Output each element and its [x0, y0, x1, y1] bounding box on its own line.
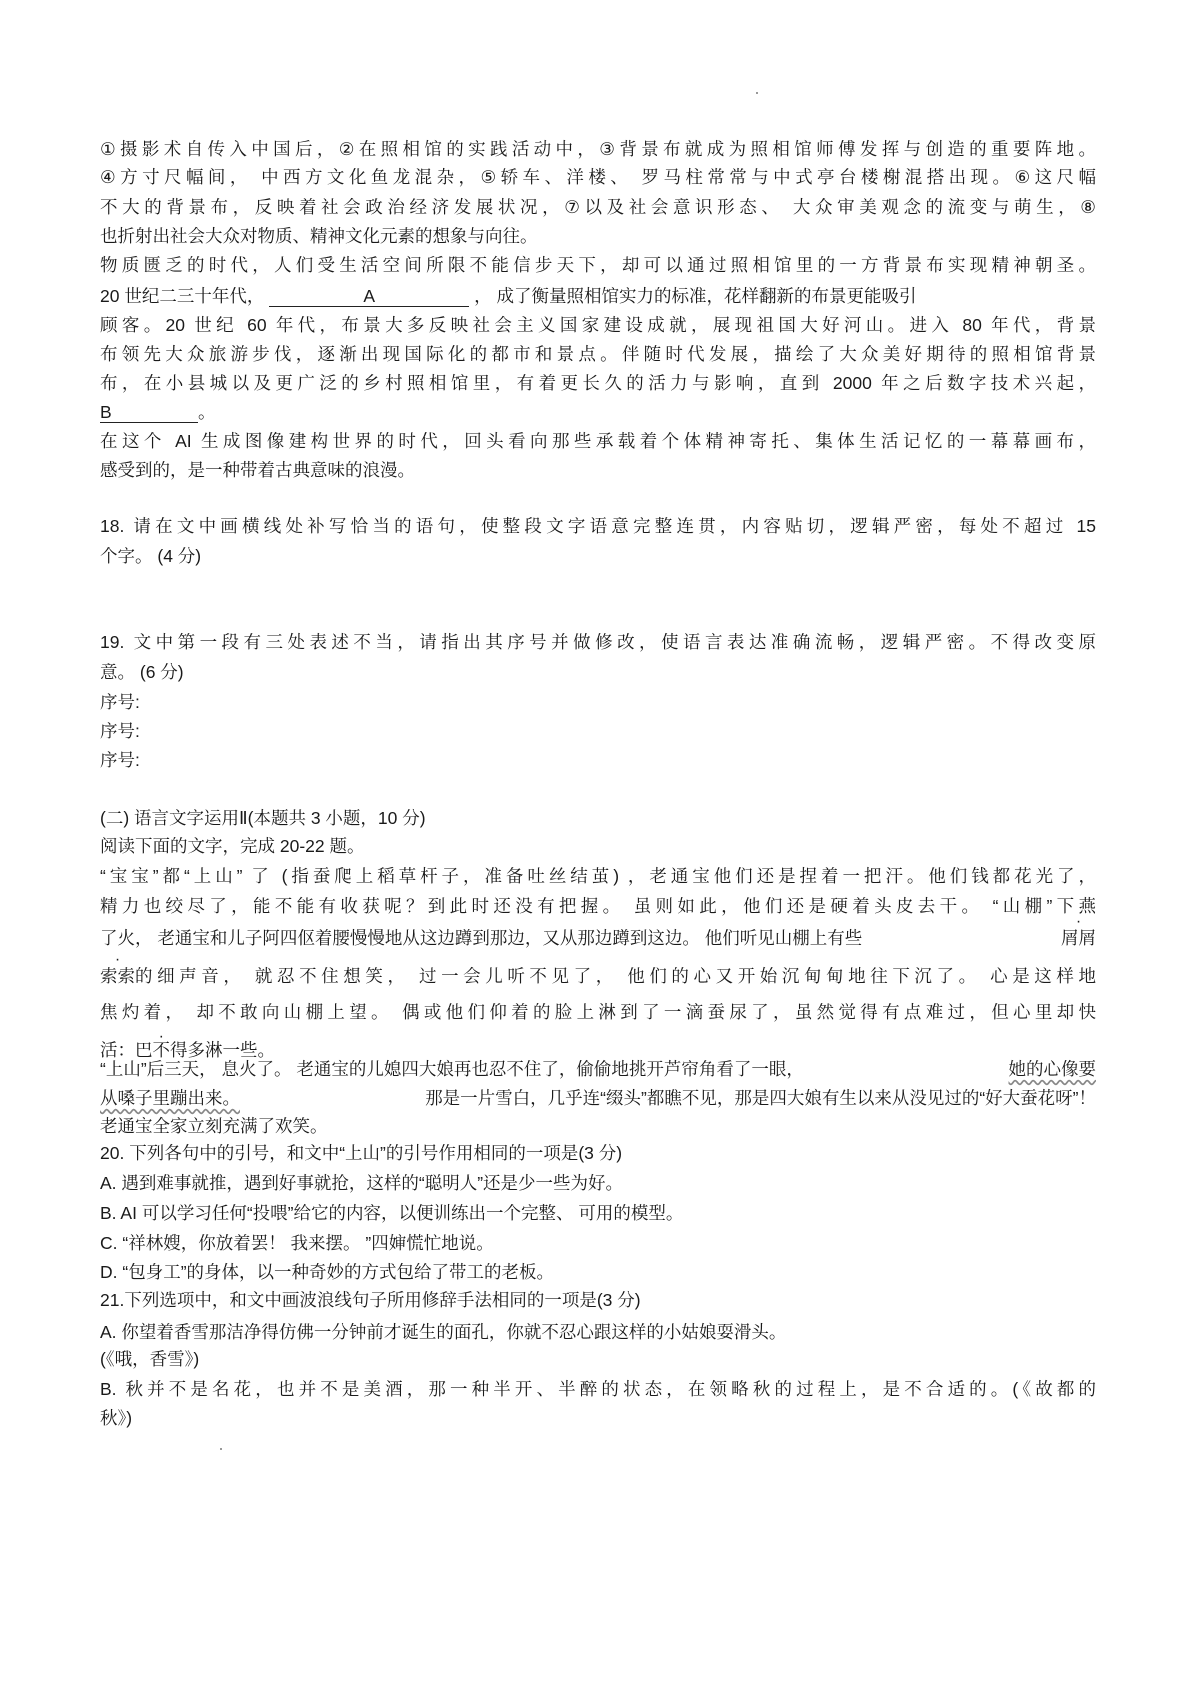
question-stem: 18. 请在文中画横线处补写恰当的语句，使整段文字语意完整连贯，内容贴切，逻辑严密，每处不超过 15: [100, 516, 1096, 536]
text-line: 老通宝全家立刻充满了欢笑。: [100, 1116, 328, 1136]
option-b-source: 秋》): [100, 1408, 133, 1428]
text: 活：: [100, 1040, 135, 1060]
question-stem: 意。 (6 分): [100, 662, 184, 682]
wavy-underlined-sentence: 她的心像要: [1008, 1059, 1096, 1079]
instruction: 阅读下面的文字，完成 20-22 题。: [100, 836, 365, 856]
text: “上山”后三天， 息火了。 老通宝的儿媳四大娘再也忍不住了，偷偷地挑开芦帘角看了一眼，: [100, 1059, 804, 1079]
answer-label: 序号:: [100, 750, 140, 770]
option-d: D. “包身工”的身体，以一种奇妙的方式包给了带工的老板。: [100, 1262, 555, 1282]
section-title: (二) 语言文字运用Ⅱ(本题共 3 小题，10 分): [100, 808, 426, 828]
text-line: 精力也绞尽了，能不能有收获呢？到此时还没有把握。 虽则如此，他们还是硬着头皮去干。 “山棚”下燕: [100, 896, 1096, 916]
text-line: 物质匮乏的时代，人们受生活空间所限不能信步天下，却可以通过照相馆里的一方背景布实现精神朝圣。: [100, 255, 1096, 275]
option-a: A. 遇到难事就推，遇到好事就抢，这样的“聪明人”还是少一些为好。: [100, 1173, 624, 1193]
option-a-source: (《哦，香雪》): [100, 1349, 200, 1369]
option-b: B. AI 可以学习任何“投喂”给它的内容，以便训练出一个完整、 可用的模型。: [100, 1203, 684, 1223]
text-line: [100, 399, 1096, 425]
text: 了火， 老通宝和儿子阿四伛着腰慢慢地从这边蹲到那边，又从那边蹲到这边。 他们听见山棚上有些: [100, 928, 863, 948]
text-line: 在这个 AI 生成图像建构世界的时代，回头看向那些承载着个体精神寄托、集体生活记忆的一幕幕画布，: [100, 431, 1096, 451]
scan-speck: [220, 1448, 222, 1450]
text: 20 世纪二三十年代，: [100, 286, 265, 306]
blank-b: B: [100, 402, 198, 423]
text-line: 顾客。20 世纪 60 年代，布景大多反映社会主义国家建设成就，展现祖国大好河山。进入 80 年代，背景: [100, 315, 1096, 335]
option-b: B. 秋并不是名花，也并不是美酒，那一种半开、半醉的状态，在领略秋的过程上，是不合适的。(《故都的: [100, 1379, 1096, 1399]
text-line: ④方寸尺幅间， 中西方文化鱼龙混杂，⑤轿车、洋楼、 罗马柱常常与中式亭台楼榭混搭出现。⑥这尺幅: [100, 167, 1096, 187]
text-line: [100, 925, 1096, 951]
question-stem: 个字。 (4 分): [100, 546, 202, 566]
text-line: [100, 1085, 1096, 1111]
answer-label: 序号:: [100, 721, 140, 741]
answer-label: 序号:: [100, 692, 140, 712]
text-line: “宝宝”都“上山” 了 (指蚕爬上稻草杆子，准备吐丝结茧) ，老通宝他们还是捏着一把汗。他们钱都花光了，: [100, 866, 1096, 886]
text: ， 成了衡量照相馆实力的标准，花样翻新的布景更能吸引: [474, 286, 917, 306]
text-line: [100, 1056, 1096, 1082]
scan-speck: [756, 92, 758, 94]
wavy-underlined-sentence: 从嗓子里蹦出来。: [100, 1088, 240, 1108]
text: 。: [198, 402, 216, 422]
text-line: 不大的背景布，反映着社会政治经济发展状况，⑦以及社会意识形态、 大众审美观念的流变与萌生，⑧: [100, 197, 1096, 217]
blank-a: A: [269, 286, 469, 307]
question-stem: 20. 下列各句中的引号，和文中“上山”的引号作用相同的一项是(3 分): [100, 1143, 623, 1163]
text: 多淋一些。: [187, 1040, 275, 1060]
text-line: 布，在小县城以及更广泛的乡村照相馆里，有着更长久的活力与影响，直到 2000 年之后数字技术兴起，: [100, 373, 1096, 393]
text-line: 焦灼着， 却不敢向山棚上望。 偶或他们仰着的脸上淋到了一滴蚕尿了，虽然觉得有点难过，但心里却快: [100, 1002, 1096, 1022]
emphasized-text: 巴不得: [135, 1040, 188, 1060]
text-line: ①摄影术自传入中国后，②在照相馆的实践活动中，③背景布就成为照相馆师傅发挥与创造的重要阵地。: [100, 139, 1096, 159]
option-c: C. “祥林嫂，你放着罢！ 我来摆。 ”四婶慌忙地说。: [100, 1233, 494, 1253]
question-stem: 19. 文中第一段有三处表述不当，请指出其序号并做修改，使语言表达准确流畅，逻辑严密。不得改变原: [100, 632, 1096, 652]
text: 那是一片雪白，几乎连“缀头”都瞧不见，那是四大娘有生以来从没见过的“好大蚕花呀”！: [425, 1088, 1096, 1108]
option-a: A. 你望着香雪那洁净得仿佛一分钟前才诞生的面孔，你就不忍心跟这样的小姑娘耍滑头。: [100, 1322, 787, 1342]
emphasized-text: · 屑屑: [1061, 925, 1096, 951]
emphasized-text: · 索索: [100, 963, 135, 989]
question-stem: 21.下列选项中，和文中画波浪线句子所用修辞手法相同的一项是(3 分): [100, 1290, 641, 1310]
text-line: [100, 283, 1096, 309]
text-line: 布领先大众旅游步伐，逐渐出现国际化的都市和景点。伴随时代发展，描绘了大众美好期待的照相馆背景: [100, 344, 1096, 364]
text: 的细声音， 就忍不住想笑， 过一会儿听不见了， 他们的心又开始沉甸甸地往下沉了。 心是这样地: [135, 966, 1096, 986]
text-line: 也折射出社会大众对物质、精神文化元素的想象与向往。: [100, 226, 538, 246]
text-line: 感受到的，是一种带着古典意味的浪漫。: [100, 460, 415, 480]
text-line: [100, 963, 1096, 989]
